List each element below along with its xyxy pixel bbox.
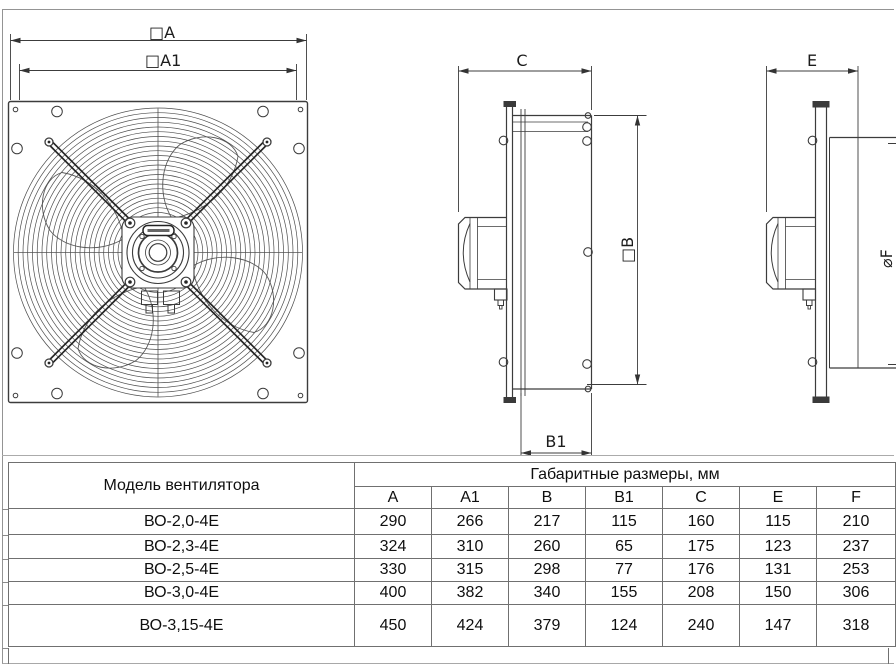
row-line-stub (2, 605, 8, 606)
col-header-c: C (663, 487, 740, 509)
hub (122, 217, 194, 313)
dim-label-b1: B1 (545, 432, 567, 451)
table-row: ВО-2,0-4Е 290 266 217 115 160 115 210 (9, 509, 896, 535)
col-header-e: E (740, 487, 817, 509)
table-left-border-tail (8, 648, 9, 664)
model-name: ВО-2,3-4Е (9, 535, 355, 559)
table-header-model: Модель вентилятора (9, 463, 355, 509)
section-separator (2, 455, 894, 456)
table-row: ВО-2,3-4Е 324 310 260 65 175 123 237 (9, 535, 896, 559)
motor-side (459, 218, 508, 310)
terminal-box (495, 289, 508, 300)
flange-profile (808, 101, 829, 403)
col-header-b: B (509, 487, 586, 509)
col-header-f: F (817, 487, 896, 509)
table-row: ВО-3,0-4Е 400 382 340 155 208 150 306 (9, 582, 896, 605)
table-right-border-tail (888, 648, 889, 664)
dim-label-b: □B (618, 236, 637, 263)
row-line-stub (2, 559, 8, 560)
table-row: ВО-3,15-4Е 450 424 379 124 240 147 318 (9, 605, 896, 647)
profile-view (767, 66, 896, 403)
row-line-stub (2, 535, 8, 536)
model-name: ВО-3,15-4Е (9, 605, 355, 647)
dimension-b (587, 116, 647, 385)
dim-label-a: □A (149, 23, 176, 42)
col-header-b1: B1 (586, 487, 663, 509)
col-header-a: A (355, 487, 432, 509)
row-line-stub (2, 509, 8, 510)
dim-label-e: E (806, 51, 818, 70)
table-row: ВО-2,5-4Е 330 315 298 77 176 131 253 (9, 559, 896, 582)
table-header-dimensions: Габаритные размеры, мм (355, 463, 896, 487)
dimensions-table (8, 462, 896, 647)
col-header-a1: A1 (432, 487, 509, 509)
motor-profile (767, 218, 816, 310)
model-name: ВО-2,0-4Е (9, 509, 355, 535)
dim-label-a1: □A1 (145, 51, 182, 70)
model-name: ВО-2,5-4Е (9, 559, 355, 582)
dim-label-f: ⌀F (877, 249, 896, 268)
dim-label-c: C (516, 51, 528, 70)
terminal-box (803, 289, 816, 300)
row-line-stub (2, 582, 8, 583)
front-view (9, 34, 308, 403)
flange-side (499, 101, 525, 403)
row-line-stub (2, 648, 8, 649)
model-name: ВО-3,0-4Е (9, 582, 355, 605)
